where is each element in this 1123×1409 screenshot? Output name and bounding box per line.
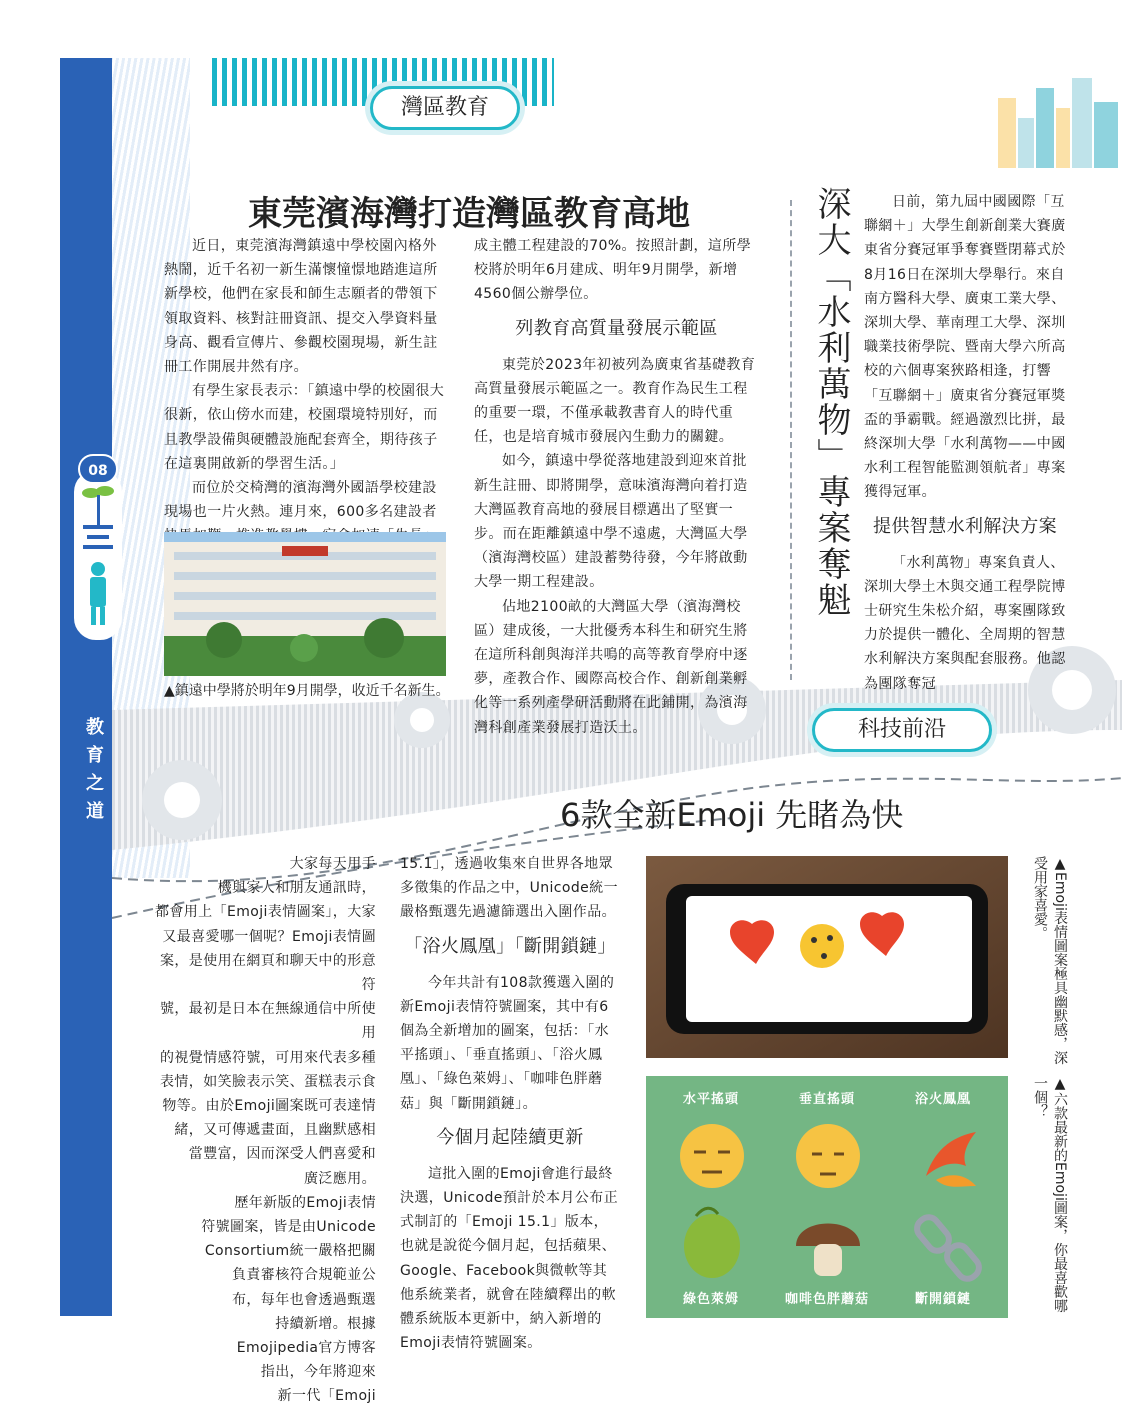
- text-line: 機與家人和朋友通訊時，: [217, 880, 376, 897]
- text-line: Emojipedia官方博客: [236, 1340, 376, 1357]
- section-label-tech: 科技前沿: [812, 708, 992, 752]
- text-line: 指出，今年將迎來: [260, 1364, 376, 1381]
- text-line: 大家每天用手: [289, 856, 376, 872]
- paragraph: 「水利萬物」專案負責人、深圳大學土木與交通工程學院博士研究生朱松介紹，專案團隊致力於提供一體化、全周期的智慧水利解決方案與配套服務。他認為團隊奪冠: [864, 554, 1066, 692]
- article3-column-1: [150, 852, 376, 1409]
- shaking-head-horizontal-icon: [680, 1124, 744, 1188]
- text-line: 符號圖案，皆是由Unicode: [201, 1219, 376, 1236]
- emoji-label: 水平搖頭: [682, 1092, 739, 1107]
- skyline-graphic: [998, 78, 1118, 168]
- text-line: 表情，如笑臉表示笑、蛋糕表示食: [160, 1073, 376, 1090]
- emoji-label: 斷開鎖鏈: [914, 1292, 971, 1307]
- paragraph: 今年共計有108款獲選入圍的新Emoji表情符號圖案，其中有6個為全新增加的圖案，包括：「水平搖頭」、「垂直搖頭」、「浴火鳳凰」、「綠色萊姆」、「咖啡色胖蘑菇」與「斷開鎖鏈」。: [400, 974, 615, 1112]
- text-line: 當豐富，因而深受人們喜愛和: [188, 1146, 376, 1163]
- text-line: 的視覺情感符號，可用來代表多種: [160, 1049, 376, 1066]
- lime-icon: [684, 1208, 740, 1278]
- emoji-panel: [646, 1076, 1008, 1318]
- phone-photo-caption: ▲Emoji表情圖案極具幽默感，深受用家喜愛。: [1032, 856, 1068, 1065]
- side-label-char: 育: [86, 745, 104, 766]
- text-line: 案，是使用在網頁和聊天中的形意符: [160, 952, 376, 994]
- emoji-panel-caption: ▲六款最新的Emoji圖案，你最喜歡哪一個？: [1032, 1076, 1068, 1313]
- paragraph: 有學生家長表示：「鎮遠中學的校園很大很新，依山傍水而建，校園環境特別好，而且教學設備與硬體設施配套齊全，期待孩子在這裏開啟新的學習生活。」: [164, 383, 445, 472]
- article2-column: [864, 190, 1066, 696]
- text-line: 號，最初是日本在無線通信中所使用: [160, 1001, 376, 1042]
- paragraph: 這批入圍的Emoji會進行最終決選，Unicode預計於本月公布正式制訂的「Emoji 15.1」版本，也就是說從今個月起，包括蘋果、Google、Facebook與微軟等其他系統業者，就會在陸續釋出的軟體系統版本更新中，納入新增的Emoji表情符號圖案。: [400, 1165, 618, 1352]
- plant-person-icon: [77, 473, 119, 633]
- text-line: 新一代「Emoji: [277, 1388, 376, 1405]
- shaking-head-vertical-icon: [796, 1124, 860, 1188]
- article1-headline: 東莞濱海灣打造灣區教育高地: [248, 194, 690, 234]
- emoji-label: 浴火鳳凰: [914, 1092, 971, 1107]
- paragraph: 成主體工程建設的70%。按照計劃，這所學校將於明年6月建成、明年9月開學，新增4560個公辦學位。: [474, 238, 752, 303]
- text-line: Consortium統一嚴格把關: [204, 1243, 376, 1260]
- article3-column-2: [400, 852, 620, 1355]
- text-line: 負責審核符合規範並公: [232, 1267, 376, 1284]
- paragraph: 佔地2100畝的大灣區大學（濱海灣校區）建成後，一大批優秀本科生和研究生將在這所科創與海洋共鳴的高等教育學府中逐夢，產教合作、國際高校合作、創新創業孵化等一系列產學研活動將在此鋪開，為濱海灣科創產業發展打造沃土。: [474, 598, 748, 736]
- paragraph: 15.1」，透過收集來自世界各地眾多徵集的作品之中，Unicode統一嚴格甄選先過濾篩選出入圍作品。: [400, 856, 618, 921]
- brown-mushroom-icon: [796, 1224, 860, 1277]
- article1-subhead: 列教育高質量發展示範區: [515, 317, 718, 339]
- text-line: 持續新增。根據: [275, 1315, 376, 1332]
- text-line: 歷年新版的Emoji表情: [234, 1194, 376, 1211]
- article3-subhead-1: 「浴火鳳凰」「斷開鎖鏈」: [404, 935, 616, 957]
- kissing-face-icon: [800, 924, 844, 968]
- side-label-char: 教: [86, 717, 104, 738]
- phoenix-icon: [926, 1132, 976, 1187]
- paragraph: 日前，第九屆中國國際「互聯網＋」大學生創新創業大賽廣東省分賽冠軍爭奪賽暨閉幕式於8月16日在深圳大學舉行。來自南方醫科大學、廣東工業大學、深圳大學、華南理工大學、深圳職業技術學院、暨南大學六所高校的六個專案狹路相逢，打響「互聯網＋」廣東省分賽冠軍獎盃的爭霸戰。經過激烈比拼，最終深圳大學「水利萬物——中國水利工程智能監測領航者」專案獲得冠軍。: [864, 194, 1066, 501]
- emoji-label: 咖啡色胖蘑菇: [784, 1292, 869, 1307]
- article3-headline: 6款全新Emoji 先睹為快: [560, 796, 904, 834]
- side-band: [60, 58, 112, 1316]
- side-label-char: 之: [86, 773, 104, 794]
- text-line: 緒，又可傳遞畫面，且幽默感相: [174, 1122, 376, 1139]
- text-line: 又最喜愛哪一個呢？Emoji表情圖: [162, 928, 376, 945]
- school-photo: [164, 532, 446, 676]
- paragraph: 而位於交椅灣的濱海灣外國語學校建設現場也一片火熱。連月來，600多名建設者: [164, 480, 437, 521]
- phone-emoji-photo: [646, 856, 1008, 1058]
- article2-headline: 深大「水利萬物」專案奪魁: [811, 186, 851, 618]
- text-line: 都會用上「Emoji表情圖案」，大家: [154, 904, 376, 921]
- page-number: 08: [78, 454, 118, 484]
- text-line: 物等。由於Emoji圖案既可表達情: [162, 1098, 376, 1115]
- photo-caption: ▲鎮遠中學將於明年9月開學，收近千名新生。: [164, 683, 450, 699]
- article3-subhead-2: 今個月起陸續更新: [436, 1126, 584, 1148]
- paragraph: 近日，東莞濱海灣鎮遠中學校園內格外熱鬧，近千名初一新生滿懷憧憬地踏進這所新學校，他們在家長和師生志願者的帶領下領取資料、核對註冊資訊、提交入學資料量身高、觀看宣傳片、參觀校園現場，新生註冊工作開展井然有序。: [164, 238, 438, 376]
- side-section-label: [84, 714, 106, 826]
- emoji-label: 綠色萊姆: [682, 1292, 739, 1307]
- section-label-edu: 灣區教育: [370, 86, 520, 130]
- text-line: 廣泛應用。: [304, 1170, 376, 1187]
- text-line: 布，每年也會透過甄選: [232, 1291, 376, 1308]
- side-label-char: 道: [86, 801, 104, 822]
- column-divider: [790, 200, 792, 680]
- article2-subhead: 提供智慧水利解決方案: [873, 515, 1057, 537]
- side-emblem: [74, 470, 122, 640]
- broken-chain-icon: [913, 1213, 983, 1283]
- article1-column-2: [474, 234, 759, 740]
- emoji-label: 垂直搖頭: [798, 1092, 855, 1107]
- paragraph: 東莞於2023年初被列為廣東省基礎教育高質量發展示範區之一。教育作為民生工程的重要一環，不僅承載教書育人的時代重任，也是培育城市發展內生動力的關鍵。: [474, 356, 756, 446]
- paragraph: 如今，鎮遠中學從落地建設到迎來首批新生註冊、即將開學，意味濱海灣向着打造大灣區教育高地的發展目標邁出了堅實一步。而在距離鎮遠中學不遠處，大灣區大學（濱海灣校區）建設蓄勢待發，今年將啟動大學一期工程建設。: [474, 453, 748, 591]
- article1-column-1: [164, 234, 448, 573]
